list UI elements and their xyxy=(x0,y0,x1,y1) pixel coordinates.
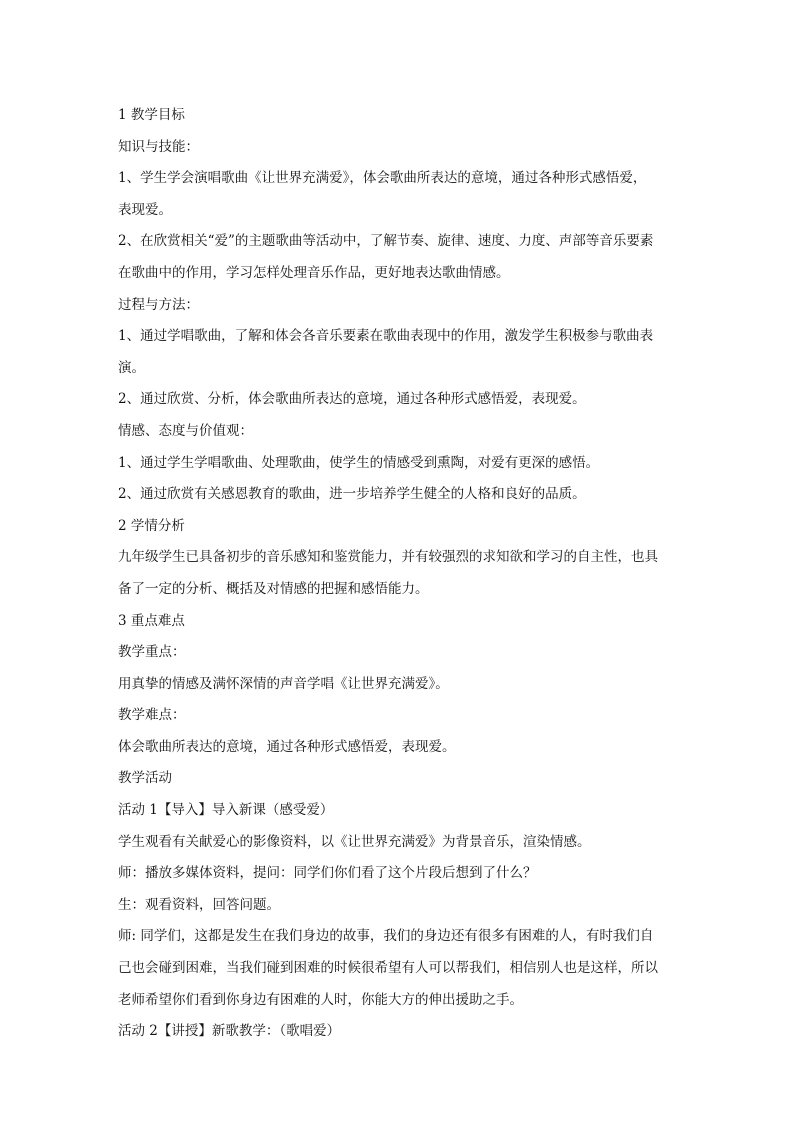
paragraph-line: 体会歌曲所表达的意境，通过各种形式感悟爱，表现爱。 xyxy=(118,738,456,755)
paragraph-line: 己也会碰到困难，当我们碰到困难的时候很希望有人可以帮我们，相信别人也是这样，所以 xyxy=(118,960,658,977)
paragraph-line: 演。 xyxy=(118,359,145,376)
paragraph-line: 2、通过欣赏有关感恩教育的歌曲，进一步培养学生健全的人格和良好的品质。 xyxy=(118,486,586,503)
paragraph-line: 1、学生学会演唱歌曲《让世界充满爱》，体会歌曲所表达的意境，通过各种形式感悟爱， xyxy=(118,170,647,187)
section-heading-learner-analysis: 2 学情分析 xyxy=(118,517,185,534)
activity-heading-1: 活动 1【导入】导入新课（感受爱） xyxy=(118,802,334,819)
paragraph-line: 1、通过学生学唱歌曲、处理歌曲，使学生的情感受到熏陶，对爱有更深的感悟。 xyxy=(118,454,600,471)
paragraph-line: 师：播放多媒体资料，提问：同学们你们看了这个片段后想到了什么？ xyxy=(118,865,537,882)
paragraph-line: 1、通过学唱歌曲，了解和体会各音乐要素在歌曲表现中的作用，激发学生积极参与歌曲表 xyxy=(118,328,654,345)
subheading-teaching-difficulty: 教学难点： xyxy=(118,707,186,724)
paragraph-line: 九年级学生已具备初步的音乐感知和鉴赏能力，并有较强烈的求知欲和学习的自主性，也具 xyxy=(118,549,658,566)
subheading-teaching-focus: 教学重点： xyxy=(118,644,186,661)
paragraph-line: 学生观看有关献爱心的影像资料，以《让世界充满爱》为背景音乐，渲染情感。 xyxy=(118,833,591,850)
paragraph-line: 生：观看资料，回答问题。 xyxy=(118,896,280,913)
section-heading-activities: 教学活动 xyxy=(118,770,172,787)
paragraph-line: 用真挚的情感及满怀深情的声音学唱《让世界充满爱》。 xyxy=(118,675,449,692)
section-heading-objectives: 1 教学目标 xyxy=(118,107,185,123)
paragraph-line: 备了一定的分析、概括及对情感的把握和感悟能力。 xyxy=(118,580,429,597)
paragraph-line: 2、通过欣赏、分析，体会歌曲所表达的意境，通过各种形式感悟爱，表现爱。 xyxy=(118,391,586,408)
paragraph-line: 2、在欣赏相关“爱”的主题歌曲等活动中，了解节奏、旋律、速度、力度、声部等音乐要素 xyxy=(118,233,654,250)
paragraph-line: 师: 同学们，这都是发生在我们身边的故事，我们的身边还有很多有困难的人，有时我们自 xyxy=(118,928,654,945)
subheading-emotion-attitude-values: 情感、态度与价值观： xyxy=(118,422,253,439)
paragraph-line: 在歌曲中的作用，学习怎样处理音乐作品，更好地表达歌曲情感。 xyxy=(118,264,510,281)
document-body xyxy=(118,100,684,1048)
activity-heading-2: 活动 2【讲授】新歌教学：（歌唱爱） xyxy=(118,1023,341,1040)
paragraph-line: 表现爱。 xyxy=(118,201,172,218)
section-heading-key-points: 3 重点难点 xyxy=(118,612,185,629)
subheading-knowledge-skills: 知识与技能： xyxy=(118,138,199,155)
paragraph-line: 老师希望你们看到你身边有困难的人时，你能大方的伸出援助之手。 xyxy=(118,991,523,1008)
subheading-process-methods: 过程与方法： xyxy=(118,296,199,313)
